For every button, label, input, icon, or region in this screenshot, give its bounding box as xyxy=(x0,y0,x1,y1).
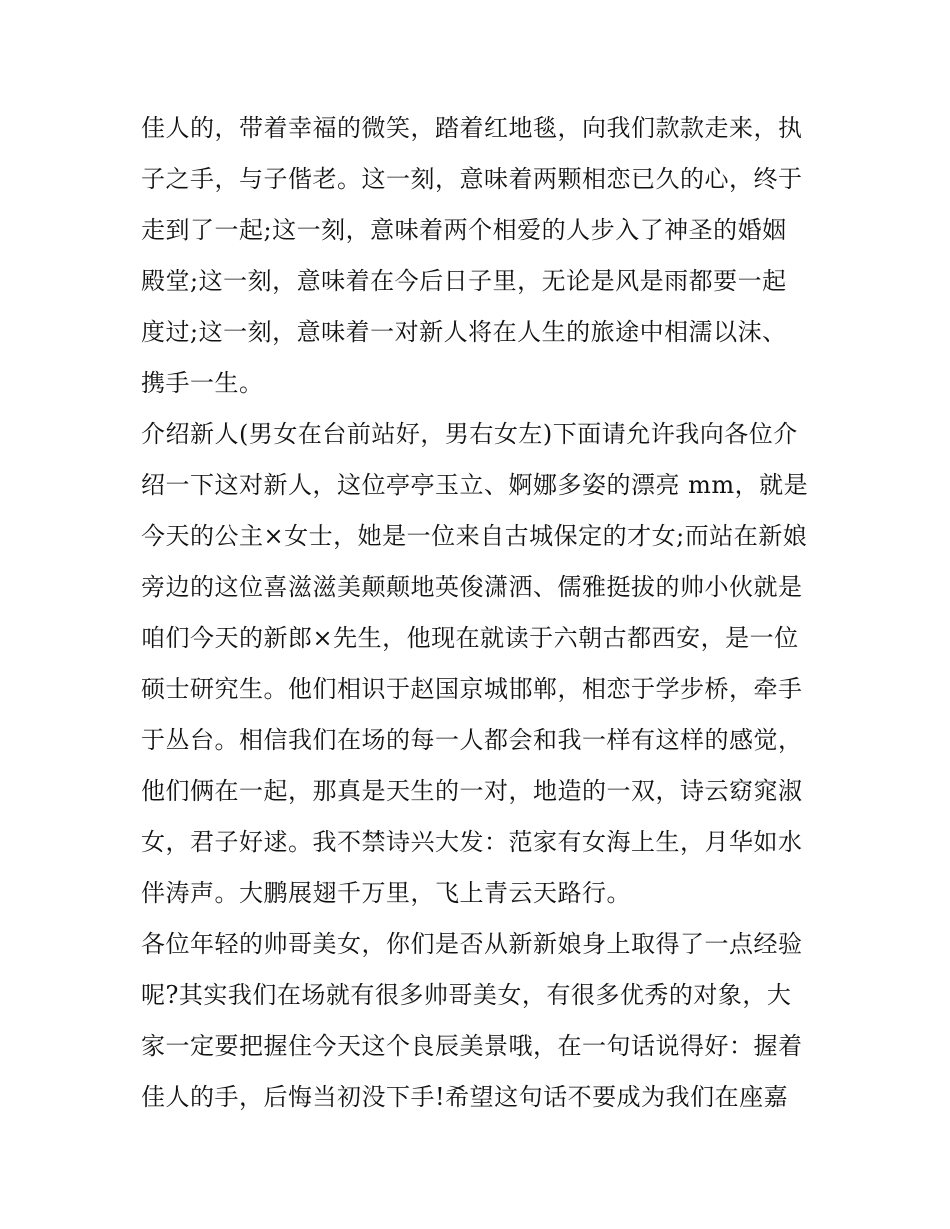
text-line: 旁边的这位喜滋滋美颠颠地英俊潇洒、儒雅挺拔的帅小伙就是 xyxy=(141,573,803,601)
text-line: 携手一生。 xyxy=(141,369,264,397)
text-line: 伴涛声。大鹏展翅千万里，飞上青云天路行。 xyxy=(141,879,631,907)
text-line: 介绍新人(男女在台前站好，男右女左)下面请允许我向各位介 xyxy=(141,420,798,448)
text-line: 各位年轻的帅哥美女，你们是否从新新娘身上取得了一点经验 xyxy=(141,930,803,958)
text-line: 佳人的手，后悔当初没下手!希望这句话不要成为我们在座嘉 xyxy=(141,1083,789,1111)
text-line: 女，君子好逑。我不禁诗兴大发：范家有女海上生，月华如水 xyxy=(141,828,803,856)
text-line: 殿堂;这一刻，意味着在今后日子里，无论是风是雨都要一起 xyxy=(141,267,787,295)
text-line: 家一定要把握住今天这个良辰美景哦，在一句话说得好：握着 xyxy=(141,1032,803,1060)
text-line: 绍一下这对新人，这位亭亭玉立、婀娜多姿的漂亮 mm，就是 xyxy=(141,471,809,499)
text-line: 今天的公主×女士，她是一位来自古城保定的才女;而站在新娘 xyxy=(141,522,808,550)
text-line: 咱们今天的新郎×先生，他现在就读于六朝古都西安，是一位 xyxy=(141,624,799,652)
text-line: 于丛台。相信我们在场的每一人都会和我一样有这样的感觉， xyxy=(141,726,803,754)
text-line: 他们俩在一起，那真是天生的一对，地造的一双，诗云窈窕淑 xyxy=(141,777,803,805)
text-line: 佳人的，带着幸福的微笑，踏着红地毯，向我们款款走来，执 xyxy=(141,114,803,142)
text-line: 走到了一起;这一刻，意味着两个相爱的人步入了神圣的婚姻 xyxy=(141,216,787,244)
text-line: 子之手，与子偕老。这一刻，意味着两颗相恋已久的心，终于 xyxy=(141,165,803,193)
text-line: 硕士研究生。他们相识于赵国京城邯郸，相恋于学步桥，牵手 xyxy=(141,675,803,703)
text-line: 度过;这一刻，意味着一对新人将在人生的旅途中相濡以沫、 xyxy=(141,318,787,346)
text-line: 呢?其实我们在场就有很多帅哥美女，有很多优秀的对象，大 xyxy=(141,981,792,1009)
